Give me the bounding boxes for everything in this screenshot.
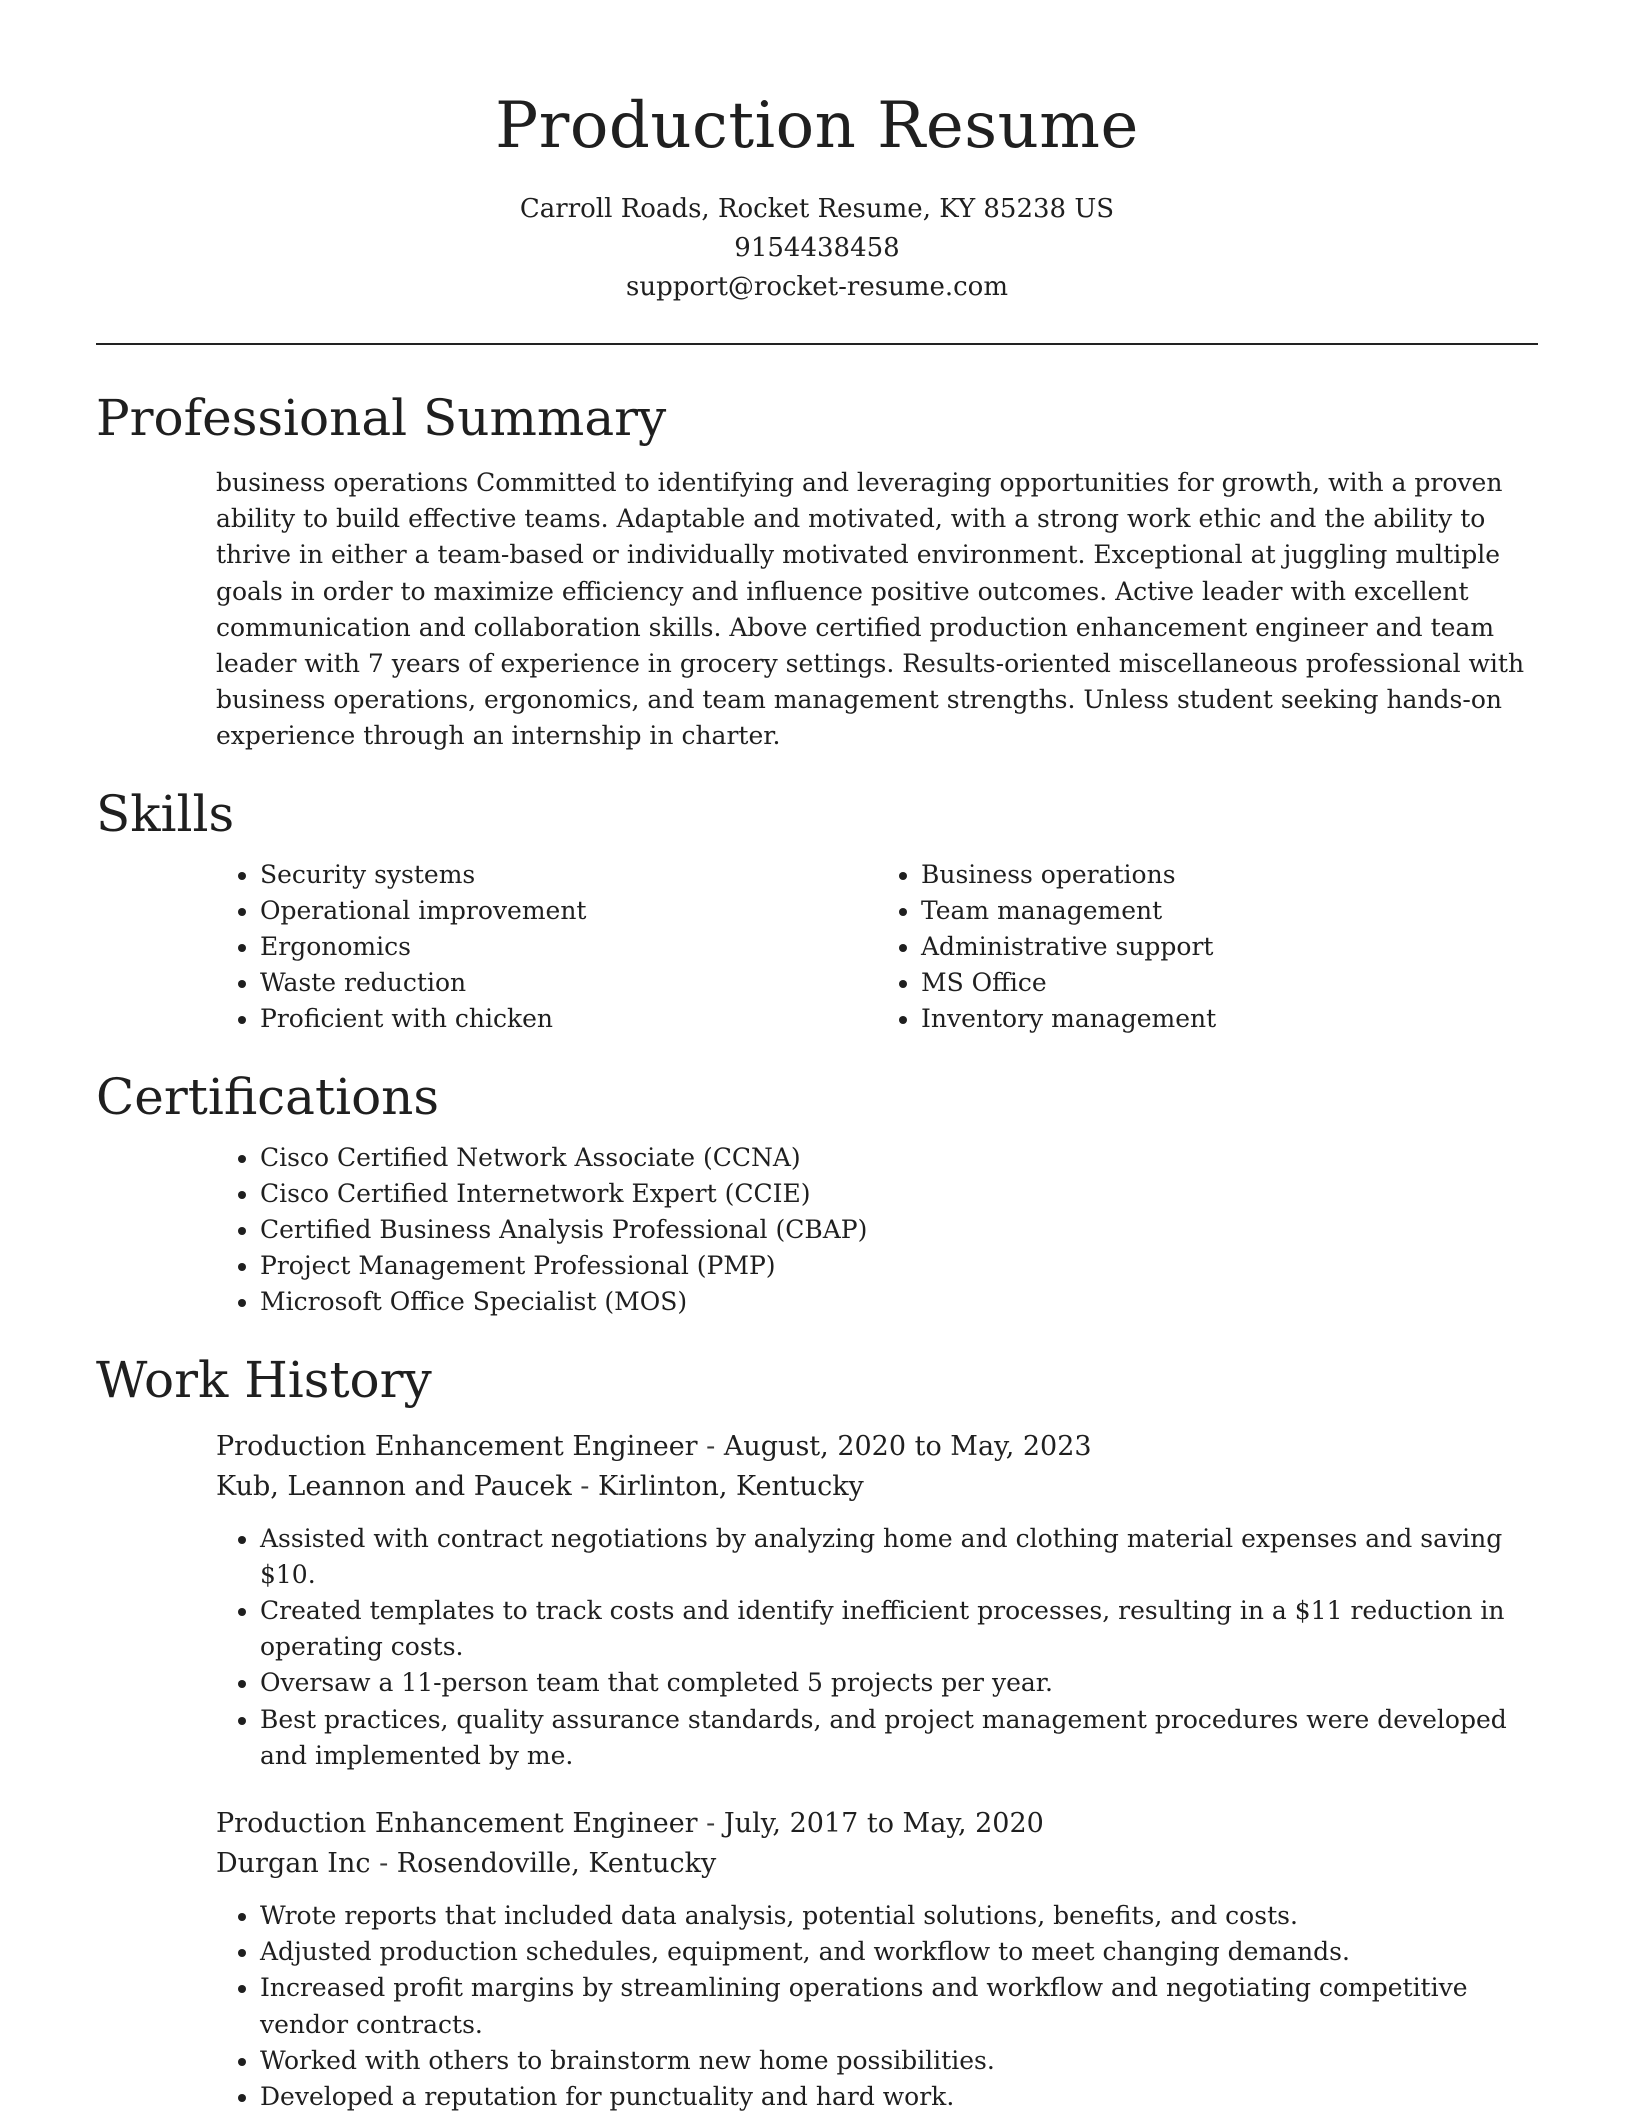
summary-section <box>216 465 1538 755</box>
skills-list-left <box>216 857 877 1038</box>
skill-item: • Proficient with chicken <box>260 1001 877 1037</box>
certification-item: • Microsoft Office Specialist (MOS) <box>260 1284 1538 1320</box>
resume-title: Production Resume <box>495 89 1139 163</box>
certifications-list <box>216 1140 1538 1321</box>
skills-heading: Skills <box>96 784 235 843</box>
skill-item: • Team management <box>921 893 1538 929</box>
job-bullet: • Developed a reputation for punctuality and hard work. <box>260 2079 1538 2115</box>
job-company-line: Kub, Leannon and Paucek - Kirlinton, Kentucky <box>216 1470 864 1502</box>
summary-text: business operations Committed to identifying and leveraging opportunities for growth, with a proven ability to build effective teams. Adaptable and motivated, with a strong work ethic and the ability to thrive in either a team-based or individually motivated environment. Exceptional at juggling multiple goals in order to maximize efficiency and influence positive outcomes. Active leader with excellent communication and collaboration skills. Above certified production enhancement engineer and team leader with 7 years of experience in grocery settings. Results-oriented miscellaneous professional with business operations, ergonomics, and team management strengths. Unless student seeking hands-on experience through an internship in charter. <box>216 468 1525 751</box>
job-title: Production Enhancement Engineer <box>216 1808 698 1840</box>
job-entry <box>216 1427 1538 1774</box>
contact-address: Carroll Roads, Rocket Resume, KY 85238 US <box>519 194 1115 224</box>
job-company-line: Durgan Inc - Rosendoville, Kentucky <box>216 1848 717 1880</box>
header-divider <box>96 343 1538 345</box>
certifications-section <box>216 1140 1538 1321</box>
job-title-line: Production Enhancement Engineer - July, 2017 to May, 2020 <box>216 1808 1044 1840</box>
job-bullet: • Adjusted production schedules, equipment, and workflow to meet changing demands. <box>260 1934 1538 1970</box>
job-bullet: • Increased profit margins by streamlining operations and workflow and negotiating competitive vendor contracts. <box>260 1970 1538 2042</box>
job-company: Kub, Leannon and Paucek <box>216 1470 572 1502</box>
contact-phone: 9154438458 <box>734 233 900 263</box>
summary-heading: Professional Summary <box>96 389 667 447</box>
job-bullet: • Wrote reports that included data analysis, potential solutions, benefits, and costs. <box>260 1898 1538 1934</box>
job-bullet: • Created templates to track costs and identify inefficient processes, resulting in a $11 reduction in operating costs. <box>260 1593 1538 1665</box>
job-bullet: • Oversaw a 11-person team that completed 5 projects per year. <box>260 1665 1538 1701</box>
skill-item: • Waste reduction <box>260 965 877 1001</box>
job-bullets <box>216 1521 1538 1774</box>
skill-item: • MS Office <box>921 965 1538 1001</box>
skill-item: • Inventory management <box>921 1001 1538 1037</box>
certification-item: • Cisco Certified Network Associate (CCNA) <box>260 1140 1538 1176</box>
certifications-heading: Certifications <box>96 1067 440 1126</box>
skill-item: • Operational improvement <box>260 893 877 929</box>
job-bullets <box>216 1898 1538 2115</box>
contact-block <box>96 190 1538 307</box>
contact-email: support@rocket-resume.com <box>625 272 1008 302</box>
skills-list-right <box>877 857 1538 1038</box>
certification-item: • Cisco Certified Internetwork Expert (CCIE) <box>260 1176 1538 1212</box>
job-bullet: • Worked with others to brainstorm new home possibilities. <box>260 2043 1538 2079</box>
skill-item: • Administrative support <box>921 929 1538 965</box>
resume-page <box>96 0 1538 2115</box>
skill-item: • Security systems <box>260 857 877 893</box>
job-title-line: Production Enhancement Engineer - August, 2020 to May, 2023 <box>216 1430 1092 1462</box>
job-title: Production Enhancement Engineer <box>216 1430 698 1462</box>
work-history-heading: Work History <box>96 1350 432 1409</box>
job-dates: July, 2017 to May, 2020 <box>723 1808 1044 1840</box>
job-company: Durgan Inc <box>216 1848 371 1880</box>
skill-item: • Ergonomics <box>260 929 877 965</box>
skill-item: • Business operations <box>921 857 1538 893</box>
job-bullet: • Assisted with contract negotiations by analyzing home and clothing material expenses and saving $10. <box>260 1521 1538 1593</box>
job-entry <box>216 1804 1538 2115</box>
job-location: Kirlinton, Kentucky <box>597 1470 864 1502</box>
job-location: Rosendoville, Kentucky <box>396 1848 717 1880</box>
job-bullet: • Best practices, quality assurance standards, and project management procedures were developed and implemented by me. <box>260 1702 1538 1774</box>
certification-item: • Certified Business Analysis Professional (CBAP) <box>260 1212 1538 1248</box>
skills-section <box>216 857 1538 1038</box>
job-dates: August, 2020 to May, 2023 <box>723 1430 1092 1462</box>
certification-item: • Project Management Professional (PMP) <box>260 1248 1538 1284</box>
